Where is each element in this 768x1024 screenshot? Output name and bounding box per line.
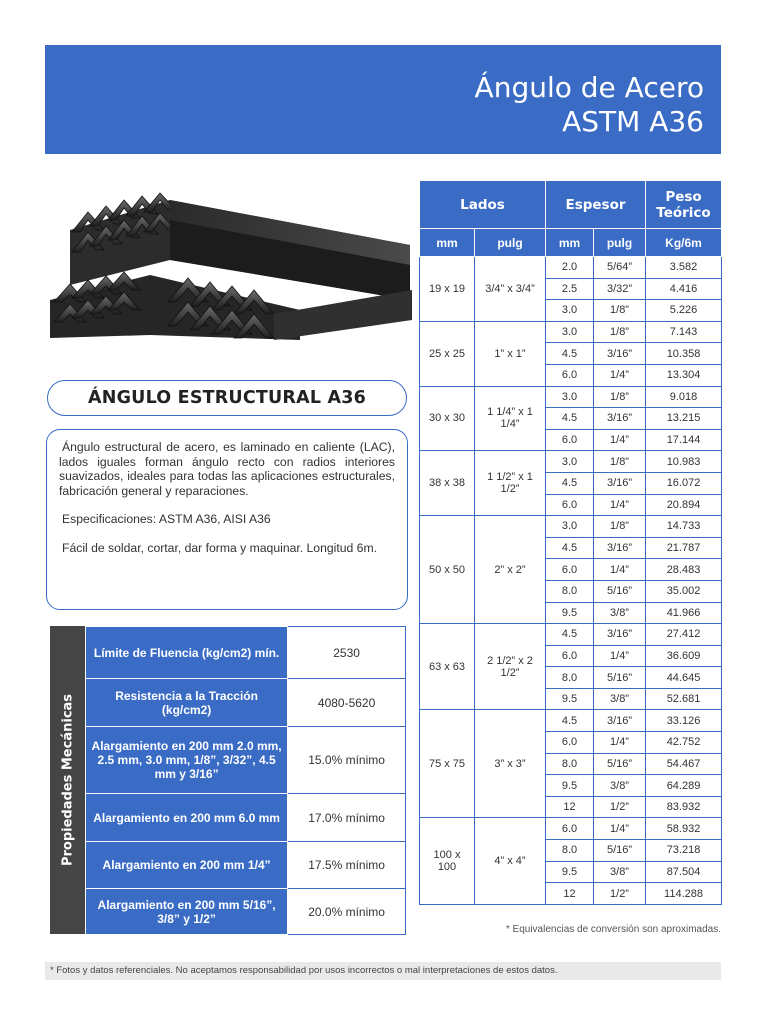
espesor-pulg-cell: 1/8” xyxy=(594,451,646,473)
espesor-mm-cell: 8.0 xyxy=(546,753,594,775)
espesor-mm-cell: 3.0 xyxy=(546,451,594,473)
spec-row xyxy=(420,710,722,732)
espesor-pulg-cell: 1/4” xyxy=(594,364,646,386)
espesor-pulg-cell: 5/16” xyxy=(594,753,646,775)
lados-mm-cell: 30 x 30 xyxy=(420,386,475,451)
lados-pulg-cell: 1 1/2” x 1 1/2” xyxy=(475,451,546,516)
espesor-pulg-cell: 1/2” xyxy=(594,796,646,818)
mech-label: Alargamiento en 200 mm 6.0 mm xyxy=(86,794,288,842)
peso-cell: 16.072 xyxy=(646,472,722,494)
disclaimer-footer: * Fotos y datos referenciales. No aceptamos responsabilidad por usos incorrectos o mal interpretaciones de estos datos. xyxy=(45,962,721,980)
peso-cell: 54.467 xyxy=(646,753,722,775)
steel-angle-photo xyxy=(50,190,412,350)
espesor-mm-cell: 4.5 xyxy=(546,408,594,430)
lados-pulg-cell: 3/4” x 3/4” xyxy=(475,257,546,322)
peso-cell: 36.609 xyxy=(646,645,722,667)
peso-cell: 14.733 xyxy=(646,516,722,538)
espesor-pulg-cell: 3/8” xyxy=(594,861,646,883)
mech-value: 4080-5620 xyxy=(288,679,406,727)
espesor-pulg-cell: 1/2” xyxy=(594,883,646,905)
espesor-pulg-cell: 5/16” xyxy=(594,840,646,862)
espesor-pulg-cell: 5/64” xyxy=(594,257,646,279)
espesor-mm-cell: 2.0 xyxy=(546,257,594,279)
espesor-mm-cell: 6.0 xyxy=(546,732,594,754)
peso-cell: 73.218 xyxy=(646,840,722,862)
spec-row xyxy=(420,451,722,473)
lados-pulg-cell: 1 1/4” x 1 1/4” xyxy=(475,386,546,451)
lados-pulg-cell: 3” x 3” xyxy=(475,710,546,818)
peso-cell: 87.504 xyxy=(646,861,722,883)
peso-cell: 5.226 xyxy=(646,300,722,322)
espesor-mm-cell: 4.5 xyxy=(546,472,594,494)
espesor-pulg-cell: 5/16” xyxy=(594,580,646,602)
conversion-note: * Equivalencias de conversión son aproximadas. xyxy=(505,924,721,935)
espesor-pulg-cell: 3/32” xyxy=(594,278,646,300)
espesor-pulg-cell: 3/16” xyxy=(594,472,646,494)
spec-row xyxy=(420,257,722,279)
mech-label: Alargamiento en 200 mm 5/16”, 3/8” y 1/2” xyxy=(86,889,288,935)
product-title: ÁNGULO ESTRUCTURAL A36 xyxy=(47,380,407,416)
peso-cell: 7.143 xyxy=(646,321,722,343)
espesor-mm-cell: 12 xyxy=(546,796,594,818)
product-description xyxy=(46,429,408,610)
spec-row xyxy=(420,386,722,408)
peso-cell: 64.289 xyxy=(646,775,722,797)
espesor-mm-cell: 4.5 xyxy=(546,537,594,559)
mech-value: 20.0% mínimo xyxy=(288,889,406,935)
subheader-lados-mm: mm xyxy=(420,229,475,257)
mech-label: Alargamiento en 200 mm 1/4” xyxy=(86,842,288,889)
peso-cell: 20.894 xyxy=(646,494,722,516)
peso-cell: 13.304 xyxy=(646,364,722,386)
lados-mm-cell: 38 x 38 xyxy=(420,451,475,516)
espesor-mm-cell: 12 xyxy=(546,883,594,905)
espesor-pulg-cell: 3/16” xyxy=(594,624,646,646)
espesor-mm-cell: 6.0 xyxy=(546,645,594,667)
espesor-mm-cell: 3.0 xyxy=(546,386,594,408)
espesor-pulg-cell: 1/4” xyxy=(594,494,646,516)
peso-cell: 17.144 xyxy=(646,429,722,451)
peso-cell: 9.018 xyxy=(646,386,722,408)
espesor-pulg-cell: 3/16” xyxy=(594,537,646,559)
spec-row xyxy=(420,321,722,343)
espesor-mm-cell: 8.0 xyxy=(546,580,594,602)
espesor-pulg-cell: 3/16” xyxy=(594,343,646,365)
espesor-mm-cell: 9.5 xyxy=(546,602,594,624)
espesor-pulg-cell: 3/16” xyxy=(594,408,646,430)
peso-cell: 21.787 xyxy=(646,537,722,559)
espesor-pulg-cell: 1/4” xyxy=(594,559,646,581)
espesor-mm-cell: 2.5 xyxy=(546,278,594,300)
peso-cell: 35.002 xyxy=(646,580,722,602)
espesor-mm-cell: 6.0 xyxy=(546,559,594,581)
espesor-pulg-cell: 1/8” xyxy=(594,300,646,322)
espesor-mm-cell: 6.0 xyxy=(546,429,594,451)
mech-value: 15.0% mínimo xyxy=(288,727,406,794)
mech-row xyxy=(86,889,406,935)
espesor-pulg-cell: 1/4” xyxy=(594,429,646,451)
angle-dimensions-table xyxy=(419,180,722,905)
espesor-mm-cell: 6.0 xyxy=(546,364,594,386)
peso-cell: 10.983 xyxy=(646,451,722,473)
mechanical-properties-label: Propiedades Mecánicas xyxy=(60,693,75,867)
espesor-pulg-cell: 5/16” xyxy=(594,667,646,689)
mech-value: 17.5% mínimo xyxy=(288,842,406,889)
espesor-pulg-cell: 1/4” xyxy=(594,645,646,667)
header-espesor: Espesor xyxy=(546,181,646,229)
peso-cell: 33.126 xyxy=(646,710,722,732)
peso-cell: 42.752 xyxy=(646,732,722,754)
espesor-mm-cell: 4.5 xyxy=(546,710,594,732)
espesor-pulg-cell: 1/4” xyxy=(594,818,646,840)
peso-cell: 52.681 xyxy=(646,688,722,710)
page-title-line2: ASTM A36 xyxy=(562,105,704,138)
espesor-pulg-cell: 3/8” xyxy=(594,688,646,710)
espesor-mm-cell: 8.0 xyxy=(546,840,594,862)
spec-row xyxy=(420,624,722,646)
lados-pulg-cell: 1” x 1” xyxy=(475,321,546,386)
lados-mm-cell: 63 x 63 xyxy=(420,624,475,710)
espesor-pulg-cell: 1/4” xyxy=(594,732,646,754)
lados-pulg-cell: 2” x 2” xyxy=(475,516,546,624)
lados-mm-cell: 50 x 50 xyxy=(420,516,475,624)
mechanical-properties-table xyxy=(86,626,406,935)
peso-cell: 58.932 xyxy=(646,818,722,840)
header-lados: Lados xyxy=(420,181,546,229)
espesor-mm-cell: 9.5 xyxy=(546,688,594,710)
mech-row xyxy=(86,842,406,889)
description-paragraph: Ángulo estructural de acero, es laminado en caliente (LAC), lados iguales forman ángulo recto con radios interiores suavizados, ideales para todas las aplicaciones estructurales, fabricación general y reparaciones. xyxy=(59,440,395,498)
mech-row xyxy=(86,794,406,842)
lados-pulg-cell: 4” x 4” xyxy=(475,818,546,904)
espesor-pulg-cell: 3/8” xyxy=(594,602,646,624)
mech-row xyxy=(86,627,406,679)
peso-cell: 13.215 xyxy=(646,408,722,430)
mech-row xyxy=(86,727,406,794)
peso-cell: 44.645 xyxy=(646,667,722,689)
mech-value: 17.0% mínimo xyxy=(288,794,406,842)
mech-row xyxy=(86,679,406,727)
espesor-mm-cell: 3.0 xyxy=(546,300,594,322)
peso-cell: 41.966 xyxy=(646,602,722,624)
espesor-pulg-cell: 3/16” xyxy=(594,710,646,732)
lados-mm-cell: 75 x 75 xyxy=(420,710,475,818)
peso-cell: 3.582 xyxy=(646,257,722,279)
mech-label: Límite de Fluencia (kg/cm2) mín. xyxy=(86,627,288,679)
peso-cell: 10.358 xyxy=(646,343,722,365)
subheader-espesor-mm: mm xyxy=(546,229,594,257)
espesor-mm-cell: 4.5 xyxy=(546,624,594,646)
lados-pulg-cell: 2 1/2” x 2 1/2” xyxy=(475,624,546,710)
header-peso: Peso Teórico xyxy=(646,181,722,229)
spec-row xyxy=(420,516,722,538)
subheader-peso-kg: Kg/6m xyxy=(646,229,722,257)
lados-mm-cell: 19 x 19 xyxy=(420,257,475,322)
peso-cell: 27.412 xyxy=(646,624,722,646)
subheader-espesor-pulg: pulg xyxy=(594,229,646,257)
peso-cell: 83.932 xyxy=(646,796,722,818)
lados-mm-cell: 100 x 100 xyxy=(420,818,475,904)
peso-cell: 114.288 xyxy=(646,883,722,905)
espesor-mm-cell: 8.0 xyxy=(546,667,594,689)
mech-label: Resistencia a la Tracción (kg/cm2) xyxy=(86,679,288,727)
espesor-mm-cell: 9.5 xyxy=(546,861,594,883)
espesor-mm-cell: 6.0 xyxy=(546,818,594,840)
espesor-mm-cell: 3.0 xyxy=(546,516,594,538)
spec-row xyxy=(420,818,722,840)
mechanical-properties-side-label xyxy=(50,626,85,934)
page-header xyxy=(45,45,721,154)
espesor-pulg-cell: 3/8” xyxy=(594,775,646,797)
peso-cell: 28.483 xyxy=(646,559,722,581)
peso-cell: 4.416 xyxy=(646,278,722,300)
mech-label: Alargamiento en 200 mm 2.0 mm, 2.5 mm, 3.0 mm, 1/8”, 3/32”, 4.5 mm y 3/16” xyxy=(86,727,288,794)
espesor-mm-cell: 4.5 xyxy=(546,343,594,365)
workability-paragraph: Fácil de soldar, cortar, dar forma y maquinar. Longitud 6m. xyxy=(62,540,377,555)
espesor-pulg-cell: 1/8” xyxy=(594,321,646,343)
espesor-pulg-cell: 1/8” xyxy=(594,386,646,408)
espesor-mm-cell: 9.5 xyxy=(546,775,594,797)
espesor-pulg-cell: 1/8” xyxy=(594,516,646,538)
specifications-paragraph: Especificaciones: ASTM A36, AISI A36 xyxy=(62,512,271,526)
subheader-lados-pulg: pulg xyxy=(475,229,546,257)
page-title-line1: Ángulo de Acero xyxy=(474,71,704,104)
lados-mm-cell: 25 x 25 xyxy=(420,321,475,386)
espesor-mm-cell: 6.0 xyxy=(546,494,594,516)
espesor-mm-cell: 3.0 xyxy=(546,321,594,343)
mech-value: 2530 xyxy=(288,627,406,679)
